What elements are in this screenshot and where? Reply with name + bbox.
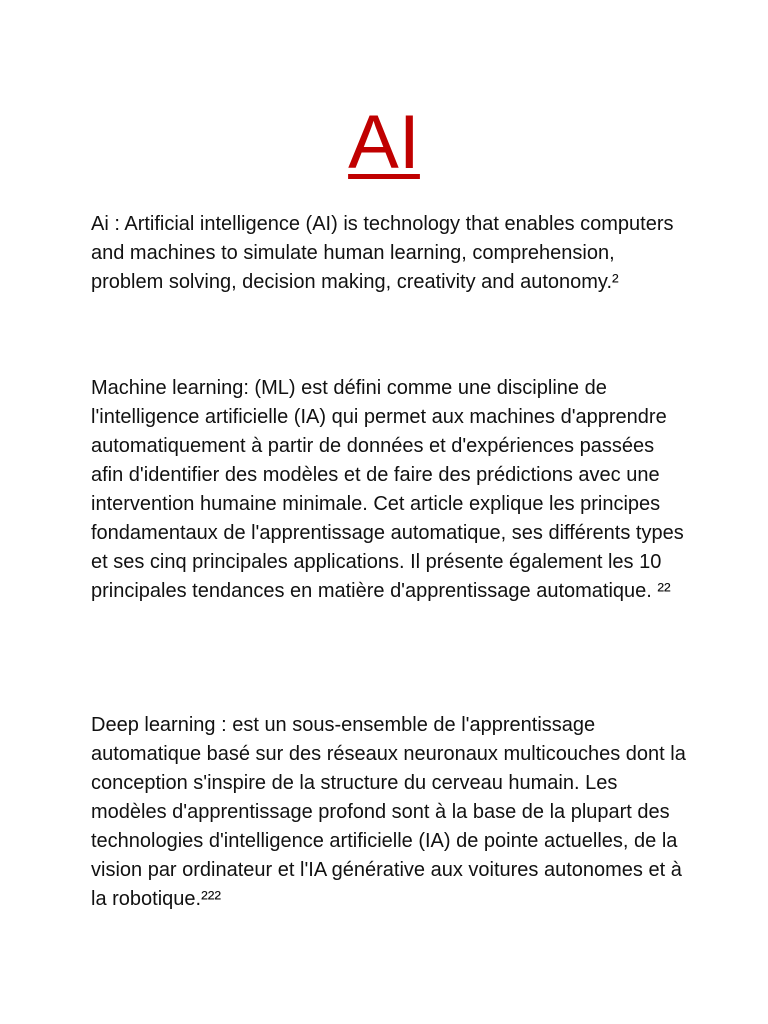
page-title: AI xyxy=(348,100,420,185)
paragraph-machine-learning: Machine learning: (ML) est défini comme une discipline de l'intelligence artificielle (IA) qui permet aux machines d'apprendre automatiquement à partir de données et d'expériences passées afin d'identifier des modèles et de faire des prédictions avec une intervention humaine minimale. Cet article explique les principes fondamentaux de l'apprentissage automatique, ses différents types et ses cinq principales applications. Il présente également les 10 principales tendances en matière d'apprentissage automatique. ²² xyxy=(91,377,684,602)
paragraph-ai-definition: Ai : Artificial intelligence (AI) is technology that enables computers and machines to simulate human learning, comprehension, problem solving, decision making, creativity and autonomy.² xyxy=(91,213,674,293)
paragraph-deep-learning: Deep learning : est un sous-ensemble de l'apprentissage automatique basé sur des réseaux neuronaux multicouches dont la conception s'inspire de la structure du cerveau humain. Les modèles d'apprentissage profond sont à la base de la plupart des technologies d'intelligence artificielle (IA) de pointe actuelles, de la vision par ordinateur et l'IA générative aux voitures autonomes et à la robotique.²²² xyxy=(91,714,686,910)
